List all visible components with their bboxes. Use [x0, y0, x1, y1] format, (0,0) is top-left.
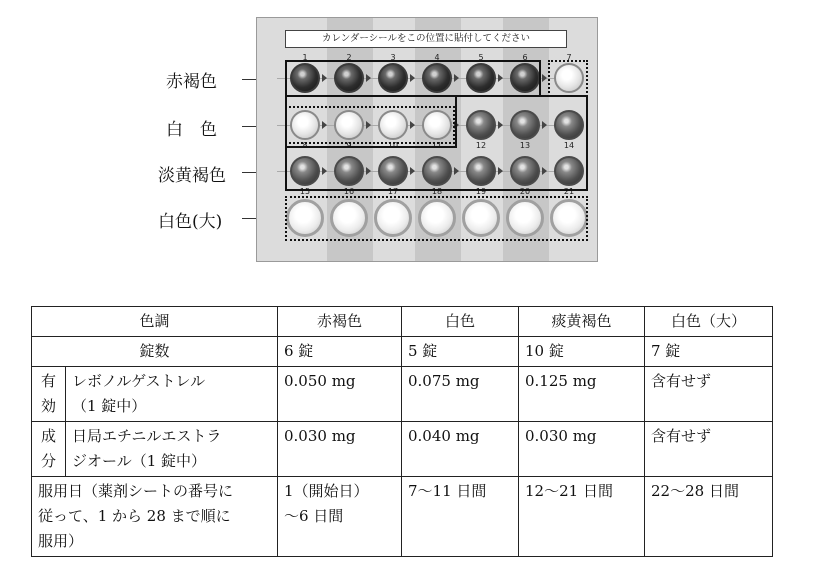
table-cell: 含有せず	[645, 367, 773, 422]
row-label-brown: 赤褐色	[166, 72, 217, 92]
pill-number: 17	[387, 187, 399, 196]
pill-number: 4	[434, 53, 440, 62]
table-cell: 12～21 日間	[519, 477, 645, 557]
pill-number: 15	[299, 187, 311, 196]
composition-table	[31, 306, 773, 557]
table-cell: 0.050 mg	[278, 367, 402, 422]
table-cell: 5 錠	[402, 337, 519, 367]
calendar-seal-area: カレンダーシールをこの位置に貼付してください	[285, 30, 567, 48]
group-box-brown	[285, 60, 541, 97]
pill-number: 14	[563, 141, 575, 150]
pill-number: 6	[522, 53, 528, 62]
pill-sheet	[256, 17, 598, 262]
pill-number: 10	[387, 141, 399, 150]
table-row	[32, 422, 773, 477]
group-box-white-large	[285, 196, 588, 241]
table-cell: 0.075 mg	[402, 367, 519, 422]
pill-number: 7	[566, 53, 572, 62]
group-box-day7	[548, 60, 588, 97]
table-cell: 0.030 mg	[519, 422, 645, 477]
table-row	[32, 477, 773, 557]
pill-number: 12	[475, 141, 487, 150]
pill-number: 1	[302, 53, 308, 62]
table-cell: 0.125 mg	[519, 367, 645, 422]
table-cell: 22～28 日間	[645, 477, 773, 557]
ingredient-name: 日局エチニルエストラ ジオール（1 錠中）	[66, 422, 278, 477]
pill-number: 2	[346, 53, 352, 62]
ingredient-name: レボノルゲストレル （1 錠中）	[66, 367, 278, 422]
pill-number: 9	[346, 141, 352, 150]
arrow-icon	[542, 74, 547, 82]
table-cell: 含有せず	[645, 422, 773, 477]
header-col-brown: 赤褐色	[278, 307, 402, 337]
count-label: 錠数	[32, 337, 278, 367]
pill-number: 13	[519, 141, 531, 150]
pill-number: 11	[431, 141, 443, 150]
dosing-day-label: 服用日（薬剤シートの番号に 従って、1 から 28 まで順に 服用）	[32, 477, 278, 557]
header-col-yellow-brown: 痰黄褐色	[519, 307, 645, 337]
header-label: 色調	[32, 307, 278, 337]
pill-number: 19	[475, 187, 487, 196]
table-row	[32, 337, 773, 367]
pill-number: 16	[343, 187, 355, 196]
table-cell: 1（開始日） ～6 日間	[278, 477, 402, 557]
header-col-white: 白色	[402, 307, 519, 337]
table-cell: 6 錠	[278, 337, 402, 367]
table-row	[32, 367, 773, 422]
table-cell: 10 錠	[519, 337, 645, 367]
table-cell: 7 錠	[645, 337, 773, 367]
pill-number: 18	[431, 187, 443, 196]
ingredient-group-label-bottom: 成 分	[32, 422, 66, 477]
pill-number: 21	[563, 187, 575, 196]
row-label-white-large: 白色(大)	[158, 212, 223, 232]
header-col-white-large: 白色（大）	[645, 307, 773, 337]
pill-number: 8	[302, 141, 308, 150]
table-cell: 7～11 日間	[402, 477, 519, 557]
ingredient-group-label-top: 有 効	[32, 367, 66, 422]
group-box-mask	[285, 95, 457, 148]
table-row	[32, 307, 773, 337]
row-label-white: 白 色	[166, 120, 217, 140]
table-cell: 0.030 mg	[278, 422, 402, 477]
row-label-light-yellow-brown: 淡黄褐色	[158, 166, 226, 186]
pill-number: 20	[519, 187, 531, 196]
pill-number: 3	[390, 53, 396, 62]
table-cell: 0.040 mg	[402, 422, 519, 477]
pill-number: 5	[478, 53, 484, 62]
